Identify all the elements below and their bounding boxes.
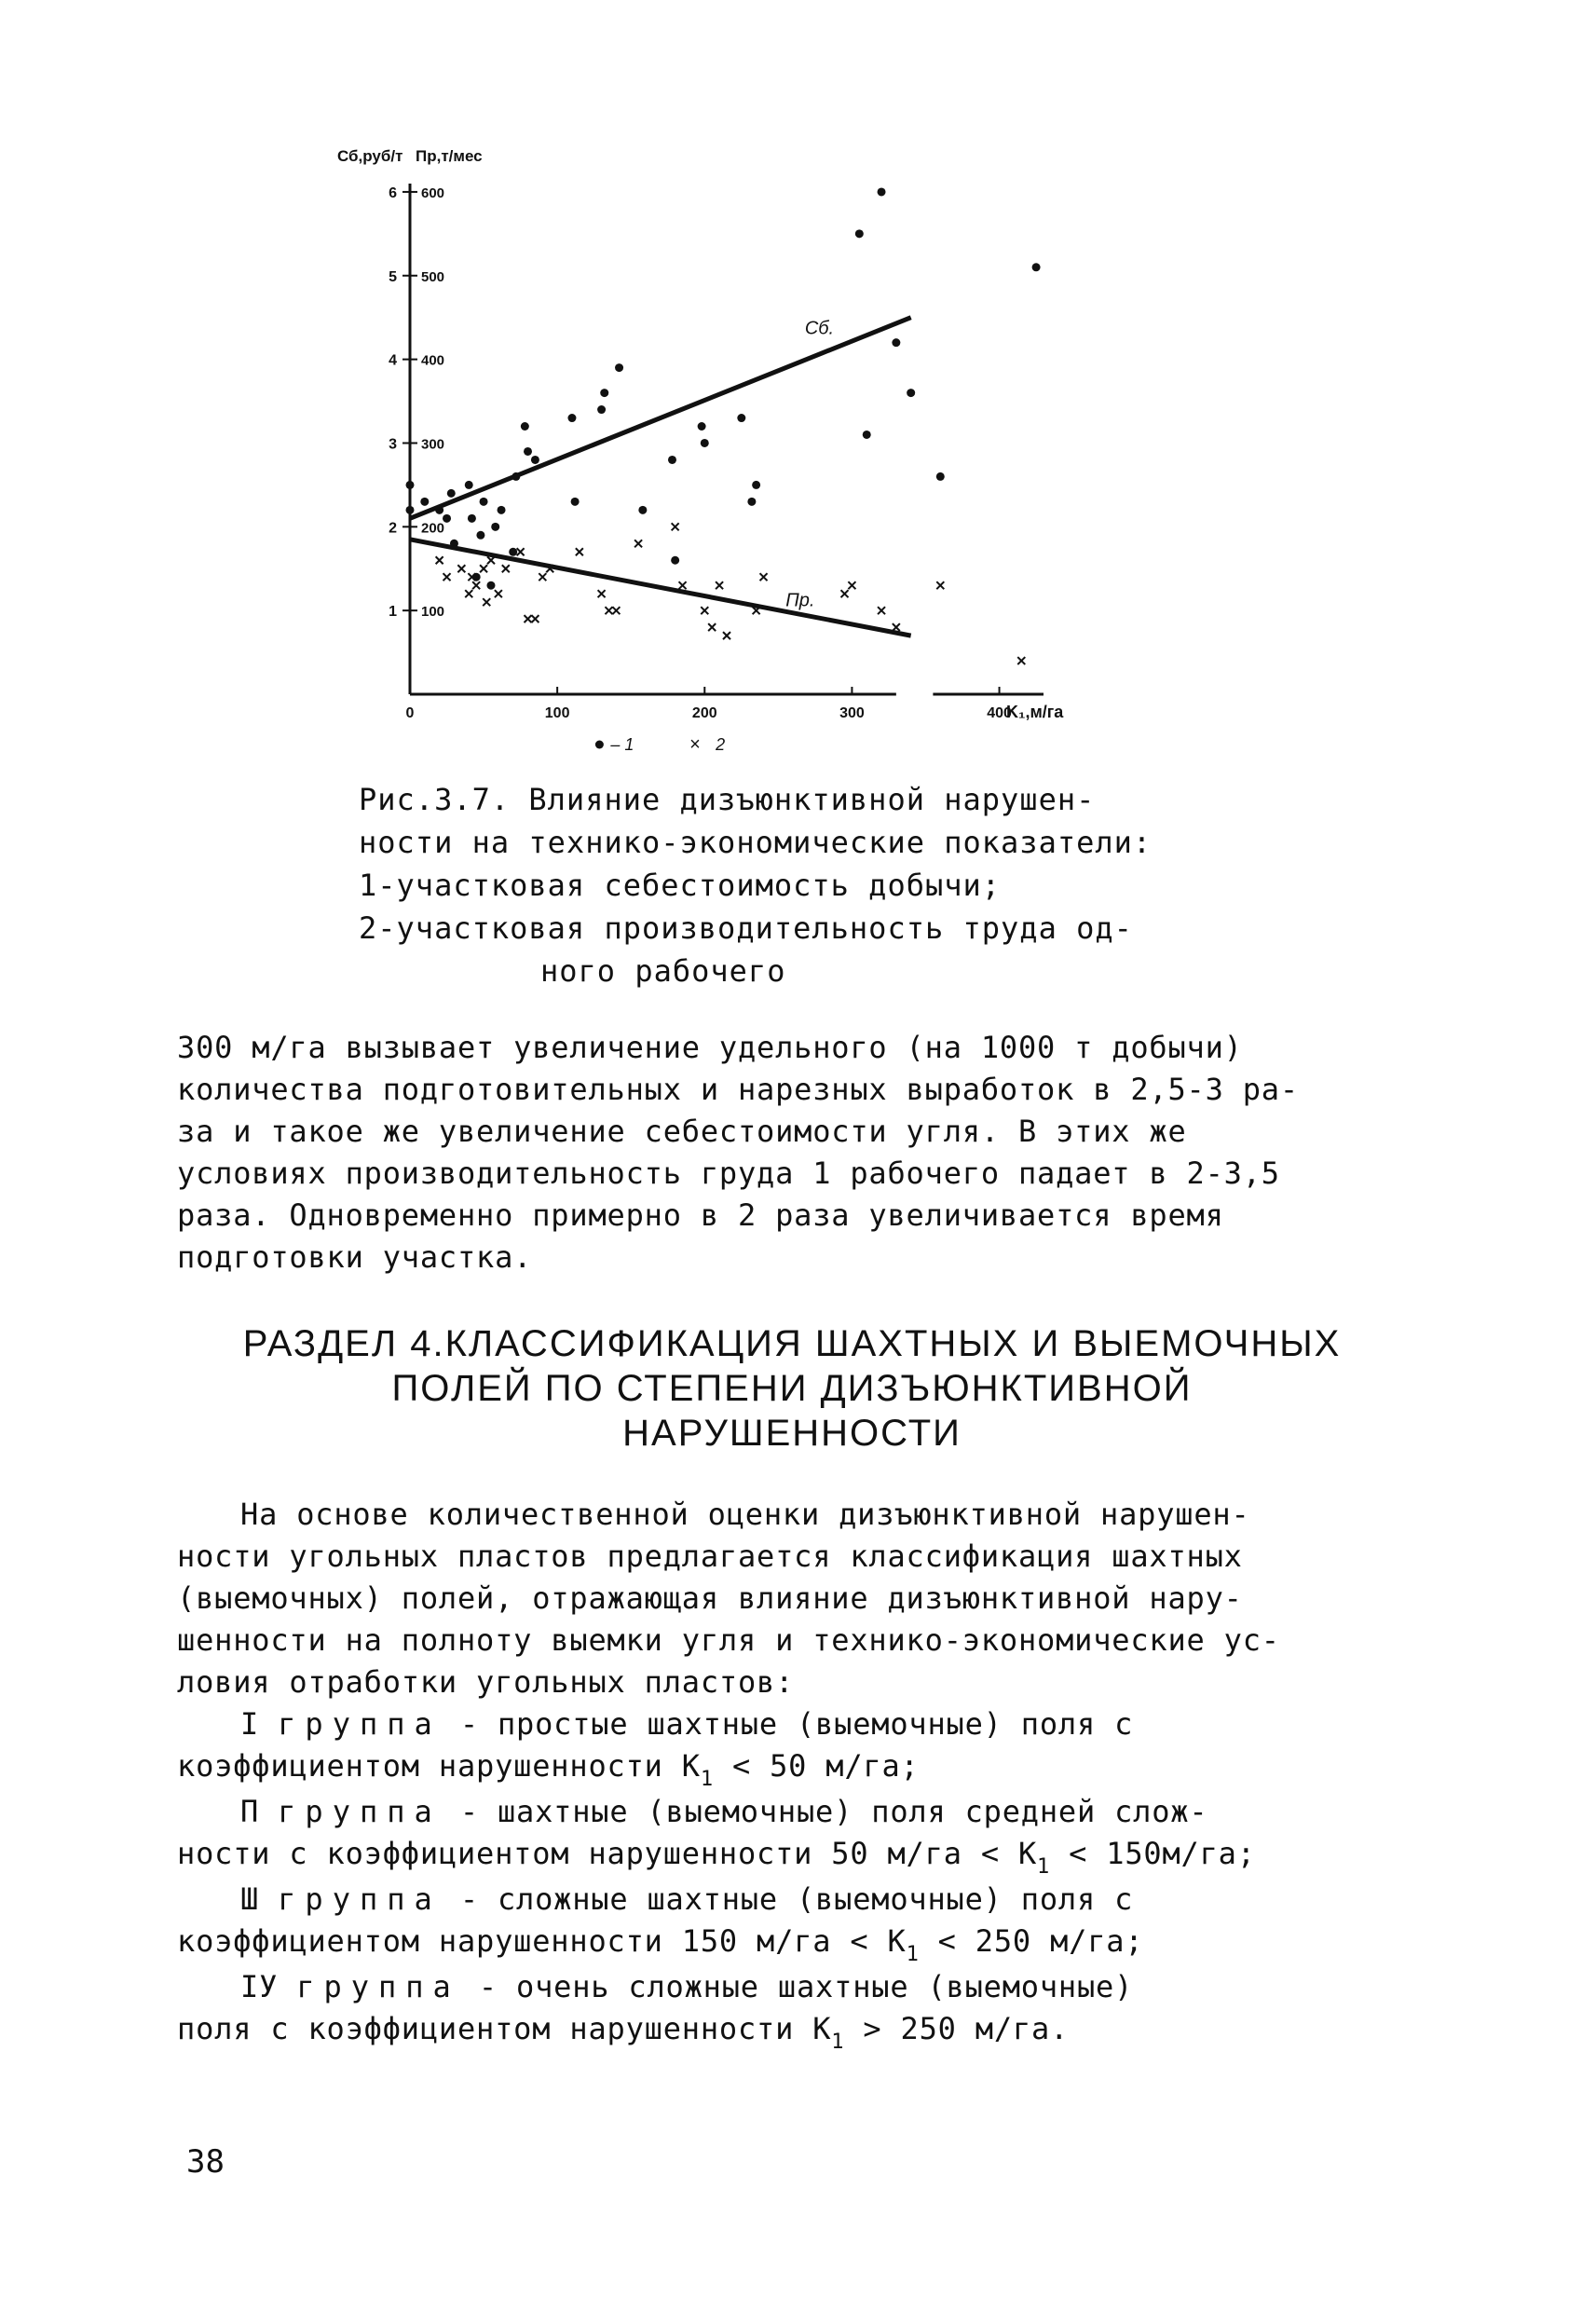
group-text: - простые шахтные (выемочные) поля с (441, 1706, 1134, 1742)
group-text: < 50 м/га; (713, 1748, 920, 1784)
scatter-cross-series-2 (672, 523, 679, 530)
group-1-line (177, 1703, 1425, 1745)
scatter-cross-series-2 (443, 573, 451, 581)
scatter-cross-series-2 (605, 607, 612, 614)
scatter-point-series-1 (567, 414, 576, 422)
scatter-chart (317, 126, 1230, 759)
scatter-cross-series-2 (634, 540, 642, 547)
y-tick-label-left: 5 (389, 268, 397, 285)
group-4-line (177, 2008, 1425, 2054)
text-line: ности угольных пластов предлагается классификация шахтных (177, 1538, 1243, 1574)
scatter-point-series-1 (465, 481, 473, 489)
scatter-point-series-1 (615, 363, 623, 372)
scatter-point-series-1 (863, 431, 871, 439)
scatter-point-series-1 (491, 523, 499, 531)
text-line: за и такое же увеличение себестоимости угля. В этих же (177, 1114, 1187, 1149)
group-text: коэффициентом нарушенности К (177, 1748, 701, 1784)
group-number: IУ (240, 1969, 279, 2004)
legend-label-2: 2 (716, 735, 726, 754)
y-tick-label-right: 400 (421, 352, 445, 369)
scatter-point-series-1 (892, 338, 900, 347)
scatter-point-series-1 (1032, 263, 1041, 271)
scatter-cross-series-2 (679, 581, 687, 589)
group-text: > 250 м/га. (844, 2011, 1070, 2046)
group-word: группа (278, 1794, 442, 1829)
x-tick-label: 100 (544, 705, 570, 721)
group-3-line (177, 1879, 1425, 1921)
caption-line: 1-участковая себестоимость добычи; (359, 868, 1002, 903)
y-axis-label-right: Пр,т/мес (416, 147, 483, 165)
group-text: коэффициентом нарушенности 150 м/га < К (177, 1923, 907, 1959)
scatter-point-series-1 (747, 498, 756, 506)
scatter-cross-series-2 (495, 590, 502, 597)
y-tick-label-left: 3 (389, 436, 397, 453)
y-axis-label-left: Сб,руб/т (337, 147, 403, 165)
caption-line: ности на технико-экономические показатели: (359, 825, 1153, 860)
x-axis-label: K₁,м/га (1006, 703, 1064, 721)
text-line: ловия отработки угольных пластов: (177, 1664, 795, 1700)
legend-label-1: – 1 (610, 735, 634, 754)
text-line: На основе количественной оценки дизъюнктивной нарушен- (240, 1497, 1250, 1532)
page-number: 38 (186, 2143, 225, 2181)
scatter-cross-series-2 (531, 615, 539, 622)
caption-line: ного рабочего (540, 953, 786, 989)
group-2-line (177, 1791, 1425, 1833)
x-tick-label: 400 (987, 705, 1012, 721)
figure-caption (359, 778, 1253, 992)
paragraph-continuation (177, 1027, 1425, 1279)
legend-marker-1 (595, 741, 604, 749)
scatter-point-series-1 (855, 229, 864, 238)
chart-trend-lines (410, 318, 911, 636)
group-text: < 150м/га; (1050, 1836, 1256, 1871)
y-tick-label-left: 1 (389, 604, 397, 621)
group-text: ности с коэффициентом нарушенности 50 м/га < К (177, 1836, 1038, 1871)
scatter-cross-series-2 (878, 607, 885, 614)
group-text: - сложные шахтные (выемочные) поля с (441, 1881, 1134, 1917)
y-tick-label-left: 2 (389, 520, 397, 537)
text-line: шенности на полноту выемки угля и технико-экономические ус- (177, 1622, 1280, 1658)
y-tick-label-right: 300 (421, 436, 445, 453)
scatter-point-series-1 (600, 389, 608, 397)
scatter-cross-series-2 (612, 607, 620, 614)
scatter-cross-series-2 (539, 573, 546, 581)
x-tick-label: 0 (405, 705, 415, 721)
group-number: I (240, 1706, 260, 1742)
scatter-cross-series-2 (483, 598, 490, 606)
scatter-cross-series-2 (517, 548, 525, 555)
scatter-cross-series-2 (576, 548, 583, 555)
trend-line (410, 540, 911, 636)
scatter-point-series-1 (668, 456, 676, 464)
group-4-line (177, 1966, 1425, 2008)
scatter-point-series-1 (701, 439, 709, 447)
scatter-cross-series-2 (716, 581, 723, 589)
subscript: 1 (700, 1768, 714, 1791)
scatter-point-series-1 (480, 498, 488, 506)
group-2-line (177, 1833, 1425, 1879)
trend-line (410, 318, 911, 519)
text-line: 300 м/га вызывает увеличение удельного (на 1000 т добычи) (177, 1030, 1243, 1065)
scatter-point-series-1 (468, 514, 476, 523)
scatter-cross-series-2 (893, 623, 900, 631)
y-tick-label-left: 6 (389, 185, 397, 201)
text-line: раза. Одновременно примерно в 2 раза увеличивается время (177, 1197, 1224, 1233)
scatter-cross-series-2 (1017, 657, 1025, 664)
group-word: группа (278, 1706, 442, 1742)
chart-legend (595, 734, 725, 755)
trend-line-label: Пр. (785, 590, 815, 611)
scatter-cross-series-2 (480, 565, 487, 572)
group-text: - очень сложные шахтные (выемочные) (459, 1969, 1134, 2004)
scatter-point-series-1 (476, 531, 484, 540)
caption-line: 2-участковая производительность труда од- (359, 910, 1133, 946)
y-tick-label-right: 100 (421, 604, 445, 621)
scatter-point-series-1 (571, 498, 580, 506)
scatter-cross-series-2 (723, 632, 730, 639)
text-line: (выемочных) полей, отражающая влияние дизъюнктивной нару- (177, 1580, 1243, 1616)
legend-marker-2: × (689, 734, 701, 755)
classification-text (177, 1494, 1425, 2054)
scatter-point-series-1 (486, 581, 495, 590)
x-tick-label: 300 (839, 705, 865, 721)
scatter-point-series-1 (472, 573, 481, 581)
chart-points (406, 187, 1041, 664)
group-3-line (177, 1921, 1425, 1966)
scatter-point-series-1 (524, 447, 532, 456)
scatter-cross-series-2 (457, 565, 465, 572)
scatter-cross-series-2 (701, 607, 708, 614)
scatter-point-series-1 (878, 187, 886, 196)
scatter-point-series-1 (737, 414, 745, 422)
text-line: количества подготовительных и нарезных выработок в 2,5-3 ра- (177, 1072, 1299, 1107)
text-line: условиях производительность груда 1 рабочего падает в 2-3,5 (177, 1156, 1280, 1191)
scatter-point-series-1 (498, 506, 506, 514)
chart-axes (337, 147, 1064, 721)
scatter-cross-series-2 (465, 590, 472, 597)
scatter-cross-series-2 (472, 581, 480, 589)
trend-line-label: Сб. (804, 318, 835, 339)
scatter-point-series-1 (752, 481, 760, 489)
scatter-point-series-1 (907, 389, 915, 397)
chart-ticks (389, 185, 1012, 721)
group-1-line (177, 1745, 1425, 1791)
y-tick-label-right: 500 (421, 268, 445, 285)
section-heading (140, 1321, 1444, 1456)
text-line: подготовки участка. (177, 1239, 533, 1275)
y-tick-label-left: 4 (389, 352, 397, 369)
group-number: П (240, 1794, 260, 1829)
group-text: - шахтные (выемочные) поля средней слож- (441, 1794, 1208, 1829)
group-text: < 250 м/га; (919, 1923, 1144, 1959)
group-number: Ш (240, 1881, 260, 1917)
scatter-point-series-1 (671, 556, 679, 565)
scatter-point-series-1 (420, 498, 429, 506)
scatter-point-series-1 (597, 405, 606, 414)
scatter-point-series-1 (406, 506, 415, 514)
heading-line: НАРУШЕННОСТИ (622, 1413, 962, 1454)
heading-line: РАЗДЕЛ 4.КЛАССИФИКАЦИЯ ШАХТНЫХ И ВЫЕМОЧНЫХ (242, 1323, 1342, 1364)
scatter-point-series-1 (698, 422, 706, 431)
y-tick-label-right: 600 (421, 185, 445, 201)
scatter-cross-series-2 (708, 623, 716, 631)
scatter-cross-series-2 (598, 590, 606, 597)
scatter-point-series-1 (406, 481, 415, 489)
y-tick-label-right: 200 (421, 520, 445, 537)
x-tick-label: 200 (691, 705, 717, 721)
scatter-cross-series-2 (760, 573, 768, 581)
scatter-point-series-1 (531, 456, 539, 464)
heading-line: ПОЛЕЙ ПО СТЕПЕНИ ДИЗЪЮНКТИВНОЙ (391, 1368, 1193, 1409)
scatter-cross-series-2 (848, 581, 855, 589)
scatter-cross-series-2 (436, 556, 443, 564)
scatter-point-series-1 (443, 514, 451, 523)
scatter-cross-series-2 (841, 590, 849, 597)
group-word: группа (296, 1969, 460, 2004)
group-text: поля с коэффициентом нарушенности К (177, 2011, 832, 2046)
scatter-point-series-1 (638, 506, 647, 514)
subscript: 1 (906, 1943, 920, 1966)
subscript: 1 (831, 2031, 845, 2054)
scatter-cross-series-2 (936, 581, 944, 589)
caption-line: Рис.3.7. Влияние дизъюнктивной нарушен- (359, 782, 1096, 817)
scatter-point-series-1 (447, 489, 456, 498)
scatter-point-series-1 (509, 548, 517, 556)
scatter-cross-series-2 (525, 615, 532, 622)
scatter-point-series-1 (521, 422, 529, 431)
scatter-cross-series-2 (502, 565, 510, 572)
group-word: группа (278, 1881, 442, 1917)
scatter-point-series-1 (936, 472, 945, 481)
subscript: 1 (1037, 1855, 1051, 1879)
